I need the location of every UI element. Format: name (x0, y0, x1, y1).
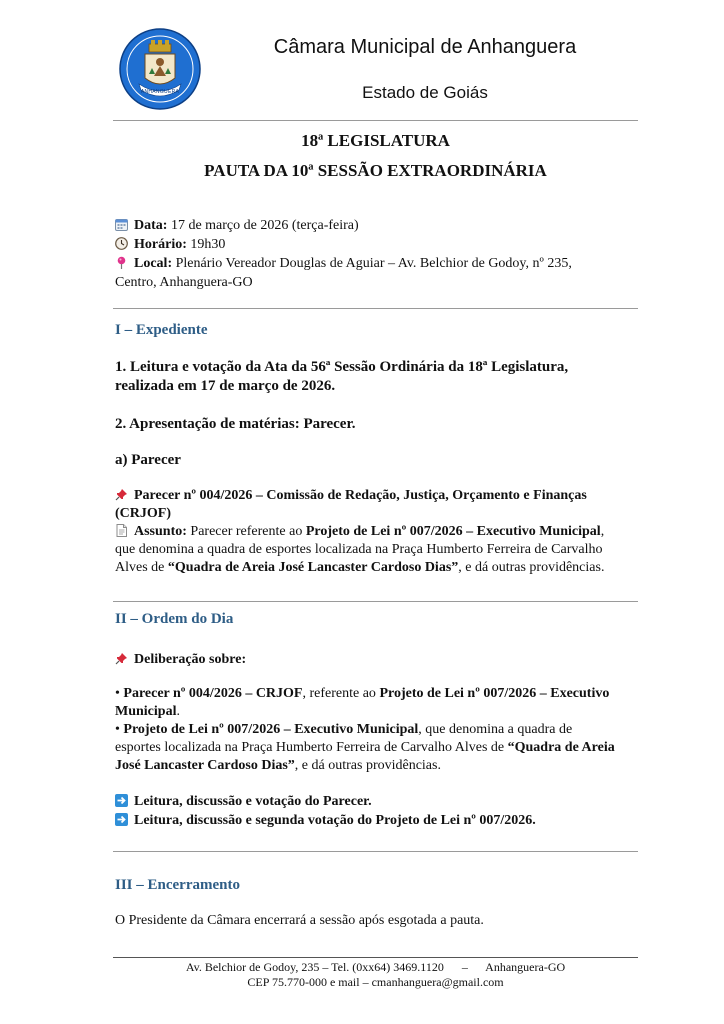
assunto-line3-quadra: “Quadra de Areia José Lancaster Cardoso Dias” (167, 560, 459, 575)
b1-municipal: Municipal (115, 704, 177, 719)
right-arrow-icon (115, 813, 128, 826)
local-label: Local: (134, 256, 173, 271)
b2-text: , que denomina a quadra de (418, 722, 573, 737)
seal-text: ANHANGUERA (140, 89, 180, 95)
action-parecer (115, 794, 372, 810)
deliberacao-line (115, 652, 246, 668)
action-parecer-text: Leitura, discussão e votação do Parecer. (134, 794, 372, 809)
ordem-bullet2-line2 (115, 740, 615, 756)
pushpin-icon (115, 652, 128, 665)
parecer-title: Parecer nº 004/2026 – Comissão de Redação, Justiça, Orçamento e Finanças (134, 488, 587, 503)
parecer-line1 (115, 488, 587, 504)
assunto-label: Assunto: (134, 524, 187, 539)
assunto-text1: Parecer referente ao (186, 524, 306, 539)
encerramento-text: O Presidente da Câmara encerrará a sessão após esgotada a pauta. (115, 913, 484, 928)
legislatura-heading: 18ª LEGISLATURA (301, 131, 450, 150)
assunto-projeto: Projeto de Lei nº 007/2026 – Executivo Municipal (305, 524, 601, 539)
municipal-seal (119, 28, 201, 110)
divider-expediente (113, 308, 638, 309)
meta-data-line (115, 218, 359, 234)
expediente-item1-line2: realizada em 17 de março de 2026. (115, 378, 336, 394)
b1-period: . (176, 704, 180, 719)
assunto-text2: , (600, 524, 605, 539)
b2-projeto: Projeto de Lei nº 007/2026 – Executivo Municipal (123, 722, 419, 737)
ordem-bullet1-line1 (115, 686, 609, 702)
footer-address: Av. Belchior de Godoy, 235 – Tel. (0xx64) 3469.1120 – Anhanguera-GO (185, 960, 566, 974)
right-arrow-icon (115, 794, 128, 807)
location-pin-icon (115, 256, 128, 269)
divider-encerramento (113, 851, 638, 852)
parecer-line2: (CRJOF) (115, 506, 171, 521)
data-value: 17 de março de 2026 (terça-feira) (167, 218, 359, 233)
action-projeto-text: Leitura, discussão e segunda votação do Projeto de Lei nº 007/2026. (134, 813, 536, 828)
horario-label: Horário: (134, 237, 187, 252)
local-value-line2: Centro, Anhanguera-GO (115, 275, 253, 290)
meta-horario-line (115, 237, 225, 253)
horario-value: 19h30 (186, 237, 226, 252)
meta-local-line (115, 256, 572, 272)
section-title-ordem: II – Ordem do Dia (115, 611, 234, 627)
b2-line2-text: esportes localizada na Praça Humberto Ferreira de Carvalho Alves de (115, 740, 508, 755)
b1-projeto: Projeto de Lei nº 007/2026 – Executivo (379, 686, 610, 701)
expediente-item1-line1: 1. Leitura e votação da Ata da 56ª Sessão Ordinária da 18ª Legislatura, (115, 359, 569, 375)
b2-line3-name: José Lancaster Cardoso Dias” (115, 758, 295, 773)
assunto-line3-post: , e dá outras providências. (458, 560, 605, 575)
b2-line2-quadra: “Quadra de Areia (507, 740, 615, 755)
footer-contact: CEP 75.770-000 e mail – cmanhanguera@gmail.com (247, 975, 504, 989)
assunto-line3-pre: Alves de (115, 560, 168, 575)
ordem-bullet1-line2 (115, 704, 180, 720)
section-title-expediente: I – Expediente (115, 322, 208, 338)
b1-parecer: Parecer nº 004/2026 – CRJOF (123, 686, 303, 701)
document-icon (115, 524, 128, 537)
assunto-line1 (115, 524, 604, 540)
deliberacao-label: Deliberação sobre: (134, 652, 247, 667)
section-title-encerramento: III – Encerramento (115, 877, 240, 893)
data-label: Data: (134, 218, 168, 233)
pushpin-icon (115, 488, 128, 501)
bullet-dot: • (115, 722, 124, 737)
header-title: Câmara Municipal de Anhanguera (273, 36, 577, 58)
calendar-icon (115, 218, 128, 231)
footer-divider (113, 957, 638, 958)
b2-line3-text: , e dá outras providências. (294, 758, 441, 773)
pauta-heading: PAUTA DA 10ª SESSÃO EXTRAORDINÁRIA (204, 161, 547, 180)
ordem-bullet2-line1 (115, 722, 572, 738)
clock-icon (115, 237, 128, 250)
bullet-dot: • (115, 686, 124, 701)
assunto-line2: que denomina a quadra de esportes localizada na Praça Humberto Ferreira de Carvalho (115, 542, 603, 557)
divider-ordem (113, 601, 638, 602)
header-divider (113, 120, 638, 121)
local-value-line1: Plenário Vereador Douglas de Aguiar – Av. Belchior de Godoy, nº 235, (172, 256, 572, 271)
ordem-bullet2-line3 (115, 758, 441, 774)
header-subtitle: Estado de Goiás (362, 83, 488, 102)
action-projeto (115, 813, 536, 829)
expediente-sub-a: a) Parecer (115, 452, 181, 468)
assunto-line3 (115, 560, 604, 576)
expediente-item2: 2. Apresentação de matérias: Parecer. (115, 416, 356, 432)
b1-text: , referente ao (302, 686, 380, 701)
